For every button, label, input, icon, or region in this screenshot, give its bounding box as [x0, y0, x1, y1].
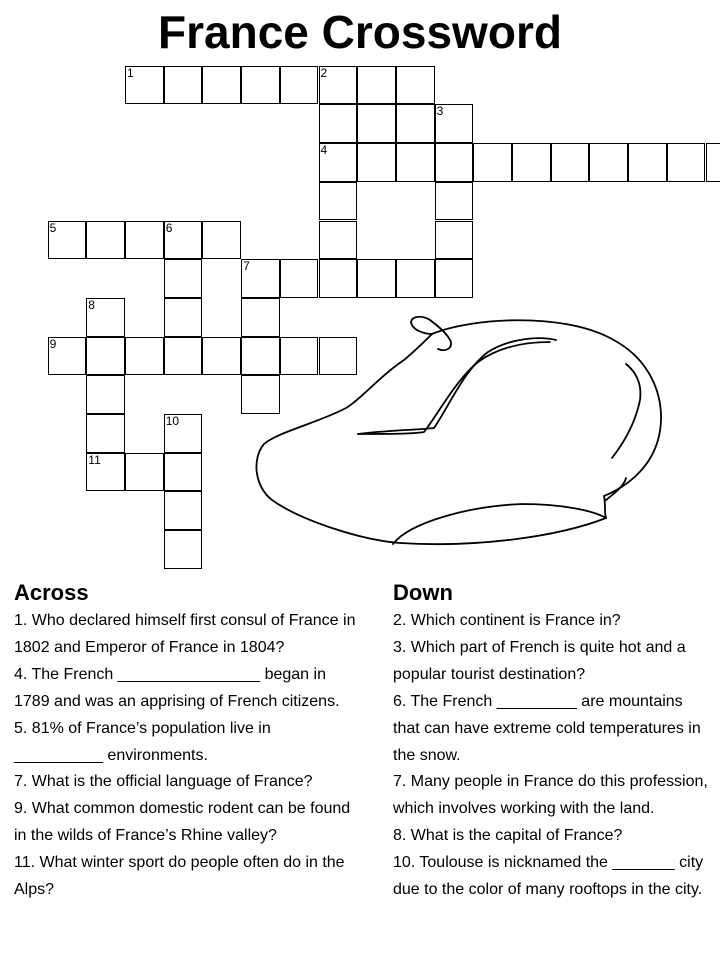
- clue-number: 1: [127, 65, 134, 80]
- clue-number: 3: [436, 104, 444, 119]
- clue-down-10: 10. Toulouse is nicknamed the _______ city due to the color of many rooftops in the city.: [393, 854, 704, 899]
- clue-down-3: 3. Which part of French is quite hot and a popular tourist destination?: [393, 638, 686, 683]
- clue-down-6: 6. The French _________ are mountains that can have extreme cold temperatures in the snow.: [393, 692, 701, 764]
- down-heading: Down: [393, 580, 453, 605]
- clue-number: 10: [165, 414, 180, 428]
- clue-across-7: 7. What is the official language of France?: [14, 773, 313, 791]
- down-clues: [393, 578, 713, 904]
- clue-across-4: 4. The French ________________ began in 1789 and was an apprising of French citizens.: [14, 665, 340, 710]
- clue-across-1: 1. Who declared himself first consul of France in 1802 and Emperor of France in 1804?: [14, 612, 356, 656]
- clue-across-11: 11. What winter sport do people often do in the Alps?: [14, 854, 345, 899]
- page-title: France Crossword: [158, 6, 562, 58]
- clue-number: 4: [320, 143, 328, 158]
- clue-number: 7: [243, 259, 250, 274]
- clue-number: 11: [88, 452, 101, 467]
- clue-across-9: 9. What common domestic rodent can be found in the wilds of France’s Rhine valley?: [14, 800, 351, 845]
- across-clues: [14, 578, 360, 904]
- clue-number: 9: [49, 336, 57, 351]
- clue-number: 6: [165, 220, 173, 235]
- clue-number: 2: [320, 65, 328, 80]
- clue-number: 8: [88, 297, 95, 312]
- clue-down-7: 7. Many people in France do this profession, which involves working with the land.: [393, 773, 708, 818]
- clue-across-5: 5. 81% of France’s population live in __________ environments.: [14, 719, 271, 764]
- across-heading: Across: [14, 580, 89, 605]
- clue-down-2: 2. Which continent is France in?: [393, 612, 621, 629]
- clue-down-8: 8. What is the capital of France?: [393, 827, 623, 845]
- clue-number: 5: [49, 220, 57, 235]
